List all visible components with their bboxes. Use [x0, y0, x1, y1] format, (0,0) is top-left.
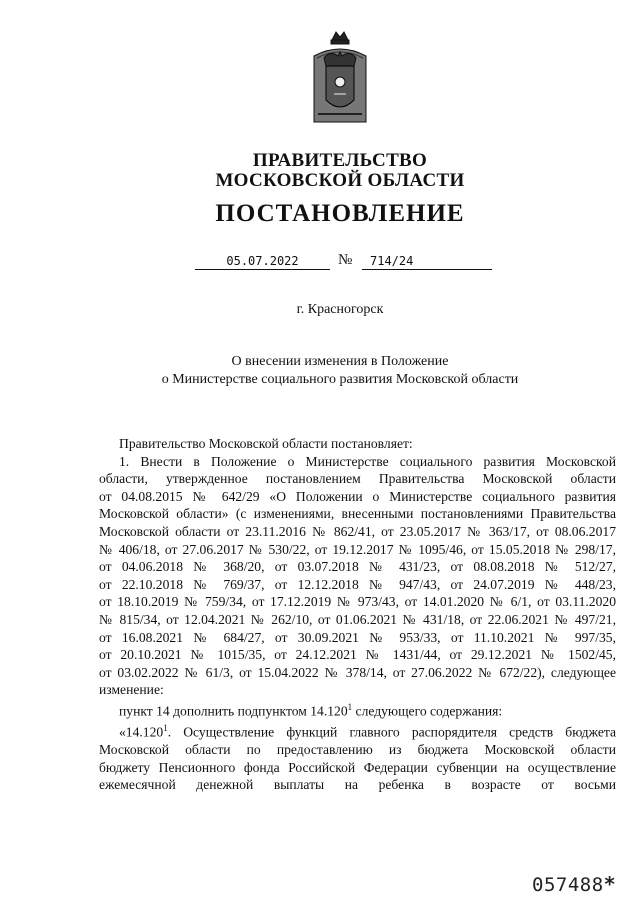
- body-text-line: ежемесячной денежной выплаты на ребенка в возрасте от восьми: [99, 777, 616, 793]
- body-text-line: области, утвержденное постановлением Правительства Московской области: [99, 471, 616, 487]
- body-text-line: от 04.06.2018 № 368/20, от 03.07.2018 № 431/23, от 08.08.2018 № 512/27,: [99, 559, 616, 575]
- quote-text-pre: «14.120: [119, 724, 164, 740]
- organization-name-line2: МОСКОВСКОЙ ОБЛАСТИ: [215, 170, 465, 191]
- coat-of-arms-icon: [310, 28, 370, 128]
- body-text-line: от 03.02.2022 № 61/3, от 15.04.2022 № 378/14, от 27.06.2022 № 672/22), следующее: [99, 664, 616, 680]
- body-text-line: 1. Внести в Положение о Министерстве социального развития Московской: [119, 453, 616, 469]
- document-date: 05.07.2022: [195, 254, 330, 270]
- body-text-line: № 815/34, от 12.04.2021 № 262/10, от 01.06.2021 № 431/18, от 22.06.2021 № 497/21,: [99, 611, 616, 627]
- serial-number: [532, 872, 616, 896]
- subject-line1: О внесении изменения в Положение: [231, 354, 449, 369]
- serial-star: *: [603, 872, 617, 896]
- organization-name-line1: ПРАВИТЕЛЬСТВО: [252, 150, 428, 171]
- body-text-line: № 406/18, от 27.06.2017 № 530/22, от 19.12.2017 № 1095/46, от 15.05.2018 № 298/17,: [99, 541, 616, 557]
- body-intro: Правительство Московской области постановляет:: [119, 436, 413, 451]
- body-text-line: от 16.08.2021 № 684/27, от 30.09.2021 № 953/33, от 11.10.2021 № 997/35,: [99, 629, 616, 645]
- body-text-line: от 18.10.2019 № 759/34, от 17.12.2019 № 973/43, от 14.01.2020 № 6/1, от 03.11.2020: [99, 594, 616, 610]
- number-sign: №: [338, 252, 353, 268]
- body-text-line: бюджету Пенсионного фонда Российской Федерации субвенции на осуществление: [99, 759, 616, 775]
- body-quote-first-line: [99, 720, 616, 741]
- quote-superscript: 1: [163, 723, 168, 734]
- document-number: 714/24: [362, 254, 492, 270]
- quote-text-post: . Осуществление функций главного распорядителя средств бюджета: [167, 724, 616, 740]
- body-text-line: от 22.10.2018 № 769/37, от 12.12.2018 № 947/43, от 24.07.2019 № 448/23,: [99, 576, 616, 592]
- body-quote-paragraph: [99, 741, 616, 794]
- body-text-line: Московской области от 23.11.2016 № 862/41, от 23.05.2017 № 363/17, от 08.06.2017: [99, 523, 616, 539]
- serial-digits: 057488: [532, 874, 604, 896]
- body-paragraph: [99, 453, 616, 699]
- subject-line2: о Министерстве социального развития Московской области: [161, 372, 519, 387]
- point-text-pre: пункт 14 дополнить подпунктом 14.120: [119, 703, 348, 719]
- document-subject: [0, 353, 640, 389]
- body-text-line: от 20.10.2021 № 1015/35, от 24.12.2021 № 1431/44, от 29.12.2021 № 1502/45,: [99, 647, 616, 663]
- body-text-line: Московской области» (с изменениями, внесенными постановлениями Правительства: [99, 506, 616, 522]
- body-text-line: изменение:: [99, 682, 164, 698]
- city: г. Красногорск: [296, 302, 384, 317]
- point-text-post: следующего содержания:: [352, 703, 503, 719]
- body-point-line: [99, 699, 616, 720]
- body-text-line: от 04.08.2015 № 642/29 «О Положении о Министерстве социального развития: [99, 488, 616, 504]
- point-superscript: 1: [347, 701, 353, 712]
- document-body: [99, 435, 616, 794]
- body-text-line: Московской области по предоставлению из бюджета Московской области: [99, 742, 616, 758]
- date-number-line: [195, 252, 495, 274]
- document-type: ПОСТАНОВЛЕНИЕ: [215, 200, 465, 227]
